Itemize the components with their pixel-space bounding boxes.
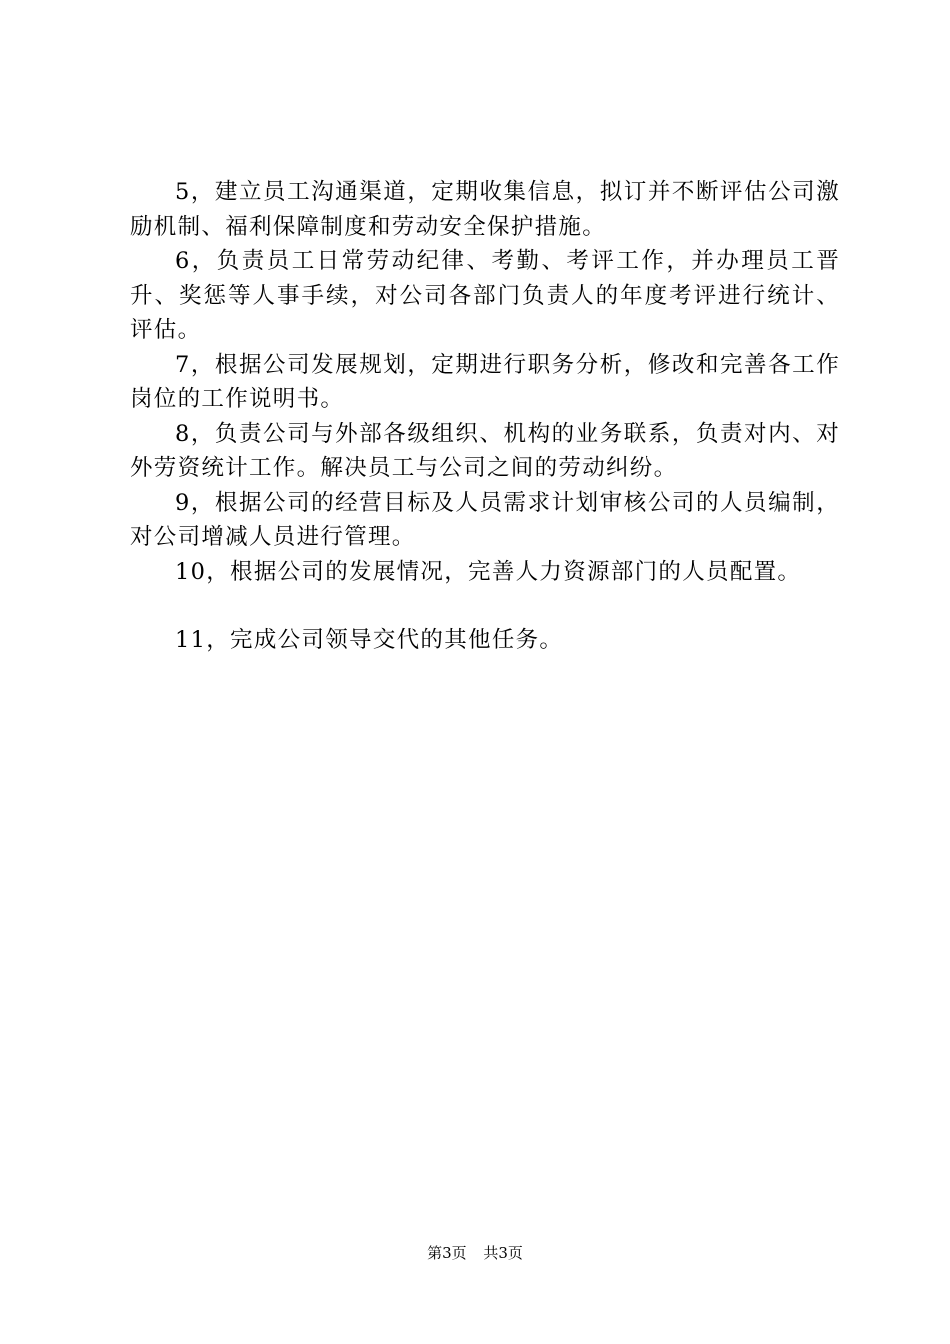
duty-paragraph-10: 10，根据公司的发展情况，完善人力资源部门的人员配置。 [175,558,802,585]
page-total: 共3页 [483,1244,523,1262]
duty-paragraph-7: 7，根据公司发展规划，定期进行职务分析，修改和完善各工作岗位的工作说明书。 [130,351,840,412]
duty-paragraph-9: 9，根据公司的经营目标及人员需求计划审核公司的人员编制，对公司增减人员进行管理。 [130,489,840,550]
duty-paragraph-6: 6，负责员工日常劳动纪律、考勤、考评工作，并办理员工晋升、奖惩等人事手续，对公司各部门负责人的年度考评进行统计、评估。 [130,248,840,343]
duty-paragraph-11: 11，完成公司领导交代的其他任务。 [175,627,564,653]
page-footer [0,1243,950,1263]
duty-paragraph-5: 5，建立员工沟通渠道，定期收集信息，拟订并不断评估公司激励机制、福利保障制度和劳动安全保护措施。 [130,179,840,240]
document-body [130,175,840,658]
duty-paragraph-8: 8，负责公司与外部各级组织、机构的业务联系，负责对内、对外劳资统计工作。解决员工与公司之间的劳动纠纷。 [130,420,840,481]
page-number: 第3页 [427,1244,467,1262]
